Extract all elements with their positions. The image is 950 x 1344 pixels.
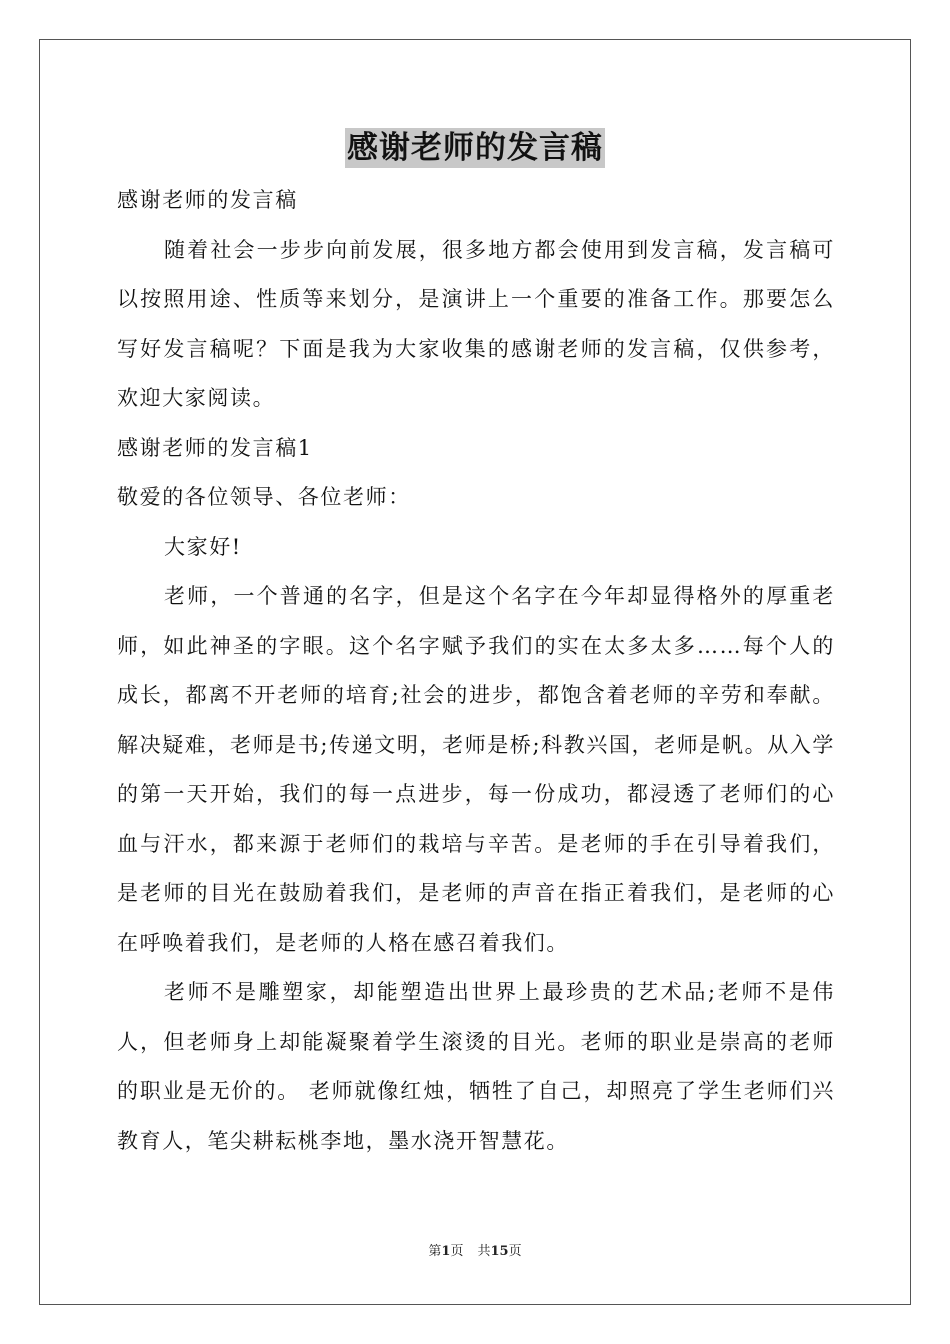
paragraph-body-2: 老师不是雕塑家，却能塑造出世界上最珍贵的艺术品;老师不是伟人，但老师身上却能凝聚着学生滚烫的目光。老师的职业是崇高的老师的职业是无价的。 老师就像红烛，牺牲了自己，却照亮了学生老师们兴教育人，笔尖耕耘桃李地，墨水浇开智慧花。 xyxy=(117,980,835,1153)
total-suffix: 页 xyxy=(508,1244,522,1259)
page-footer xyxy=(0,1243,950,1261)
document-title: 感谢老师的发言稿 xyxy=(347,130,603,166)
paragraph-subheading: 感谢老师的发言稿1 xyxy=(117,435,313,460)
total-pages: 15 xyxy=(490,1244,509,1259)
paragraph-intro: 随着社会一步步向前发展，很多地方都会使用到发言稿，发言稿可以按照用途、性质等来划分，是演讲上一个重要的准备工作。那要怎么写好发言稿呢？下面是我为大家收集的感谢老师的发言稿，仅供参考，欢迎大家阅读。 xyxy=(117,237,835,410)
paragraph-greeting: 大家好! xyxy=(164,534,242,559)
document-body xyxy=(117,176,835,1166)
paragraph-body-1: 老师，一个普通的名字，但是这个名字在今年却显得格外的厚重老师，如此神圣的字眼。这个名字赋予我们的实在太多太多……每个人的成长，都离不开老师的培育;社会的进步，都饱含着老师的辛劳和奉献。解决疑难，老师是书;传递文明，老师是桥;科教兴国，老师是帆。从入学的第一天开始，我们的每一点进步，每一份成功，都浸透了老师们的心血与汗水，都来源于老师们的栽培与辛苦。是老师的手在引导着我们，是老师的目光在鼓励着我们，是老师的声音在指正着我们，是老师的心在呼唤着我们，是老师的人格在感召着我们。 xyxy=(117,584,835,955)
paragraph-heading: 感谢老师的发言稿 xyxy=(117,188,298,212)
paragraph-salutation: 敬爱的各位领导、各位老师： xyxy=(117,485,411,509)
page-prefix: 第 xyxy=(428,1244,442,1259)
page-suffix: 页 xyxy=(450,1244,464,1259)
page-number: 1 xyxy=(441,1244,451,1259)
total-prefix: 共 xyxy=(477,1244,491,1259)
title-container xyxy=(0,128,950,168)
